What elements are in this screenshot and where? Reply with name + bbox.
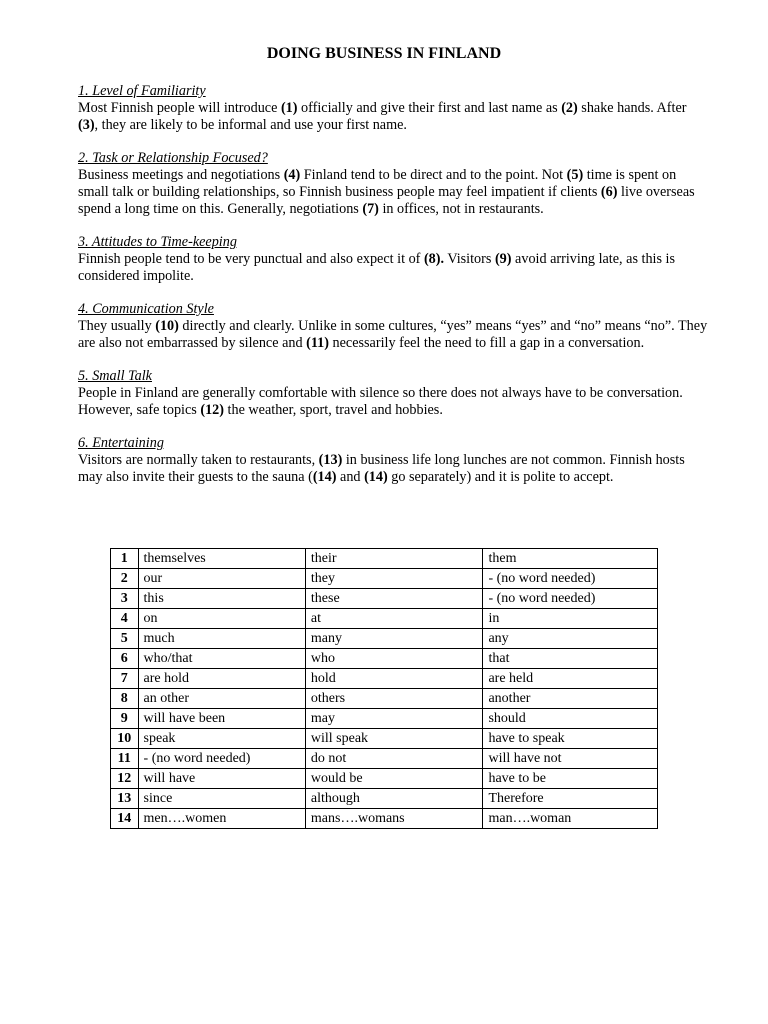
gap-number: (13) — [318, 452, 343, 468]
option-b-cell: although — [305, 789, 483, 809]
gap-number: (14) — [364, 469, 388, 485]
section-text — [78, 167, 708, 218]
text-run: Most Finnish people will introduce — [78, 100, 281, 116]
gap-number: (1) — [280, 100, 298, 116]
option-a-cell: themselves — [138, 549, 305, 569]
text-run: Finland tend to be direct and to the point. Not — [300, 167, 567, 183]
option-a-cell: will have — [138, 769, 305, 789]
table-row — [111, 609, 658, 629]
option-c-cell: have to be — [483, 769, 658, 789]
gap-number: (12) — [200, 402, 224, 418]
option-a-cell: - (no word needed) — [138, 749, 305, 769]
gap-number-cell: 11 — [111, 749, 139, 769]
option-a-cell: speak — [138, 729, 305, 749]
section-text — [78, 452, 708, 486]
option-b-cell: many — [305, 629, 483, 649]
option-c-cell: that — [483, 649, 658, 669]
section-heading: 2. Task or Relationship Focused? — [78, 150, 268, 166]
option-c-cell: are held — [483, 669, 658, 689]
gap-number: (11) — [306, 335, 329, 351]
table-row — [111, 649, 658, 669]
table-row — [111, 569, 658, 589]
section-heading: 1. Level of Familiarity — [78, 83, 206, 99]
gap-number-cell: 13 — [111, 789, 139, 809]
section-time-keeping — [78, 234, 708, 285]
gap-number-cell: 12 — [111, 769, 139, 789]
text-run: People in Finland are generally comfortable with silence so there does not always have to be conversation. However, safe topics — [78, 385, 683, 418]
text-run: in business life long lunches are not common. Finnish hosts may also invite their guests to the sauna ( — [78, 452, 685, 485]
gap-number: (4) — [283, 167, 301, 183]
option-b-cell: do not — [305, 749, 483, 769]
document-body — [78, 83, 708, 502]
gap-number-cell: 9 — [111, 709, 139, 729]
option-a-cell: this — [138, 589, 305, 609]
option-c-cell: - (no word needed) — [483, 589, 658, 609]
option-c-cell: in — [483, 609, 658, 629]
option-c-cell: - (no word needed) — [483, 569, 658, 589]
gap-number-cell: 2 — [111, 569, 139, 589]
text-run: directly and clearly. Unlike in some cultures, “yes” means “yes” and “no” means “no”. They are also not embarrassed by silence and — [78, 318, 708, 351]
text-run: They usually — [78, 318, 156, 334]
table-row — [111, 769, 658, 789]
option-c-cell: have to speak — [483, 729, 658, 749]
option-b-cell: they — [305, 569, 483, 589]
option-c-cell: should — [483, 709, 658, 729]
gap-number-cell: 3 — [111, 589, 139, 609]
section-familiarity — [78, 83, 708, 134]
table-row — [111, 669, 658, 689]
text-run: necessarily feel the need to fill a gap in a conversation. — [328, 335, 645, 351]
table-row — [111, 689, 658, 709]
section-text — [78, 385, 708, 419]
answer-choices-table — [110, 548, 658, 829]
table-row — [111, 729, 658, 749]
gap-number-cell: 1 — [111, 549, 139, 569]
document-title: DOING BUSINESS IN FINLAND — [266, 45, 502, 62]
option-c-cell: Therefore — [483, 789, 658, 809]
text-run: in offices, not in restaurants. — [378, 201, 544, 217]
gap-number: (14) — [312, 469, 337, 485]
text-run: shake hands. After — [577, 100, 687, 116]
option-b-cell: may — [305, 709, 483, 729]
table-row — [111, 709, 658, 729]
section-text — [78, 318, 708, 352]
option-a-cell: since — [138, 789, 305, 809]
gap-number: (3) — [78, 117, 95, 133]
table-row — [111, 789, 658, 809]
section-task-relationship — [78, 150, 708, 218]
gap-number: (8). — [423, 251, 445, 267]
gap-number: (5) — [566, 167, 584, 183]
text-run: , they are likely to be informal and use your first name. — [94, 117, 407, 133]
option-a-cell: men….women — [138, 809, 305, 829]
table-row — [111, 589, 658, 609]
table-row — [111, 809, 658, 829]
text-run: Business meetings and negotiations — [78, 167, 284, 183]
option-a-cell: on — [138, 609, 305, 629]
option-a-cell: who/that — [138, 649, 305, 669]
option-a-cell: are hold — [138, 669, 305, 689]
gap-number-cell: 7 — [111, 669, 139, 689]
option-b-cell: at — [305, 609, 483, 629]
section-heading: 6. Entertaining — [78, 435, 164, 451]
option-b-cell: their — [305, 549, 483, 569]
gap-number: (9) — [494, 251, 512, 267]
option-b-cell: these — [305, 589, 483, 609]
text-run: go separately) and it is polite to accept. — [387, 469, 614, 485]
option-b-cell: hold — [305, 669, 483, 689]
option-b-cell: would be — [305, 769, 483, 789]
section-communication-style — [78, 301, 708, 352]
text-run: time is spent on small talk or building relationships, so Finnish business people may feel impatient if clients — [78, 167, 677, 200]
section-entertaining — [78, 435, 708, 486]
option-c-cell: them — [483, 549, 658, 569]
text-run: live overseas spend a long time on this. Generally, negotiations — [78, 184, 695, 217]
option-a-cell: will have been — [138, 709, 305, 729]
option-a-cell: much — [138, 629, 305, 649]
option-c-cell: another — [483, 689, 658, 709]
option-c-cell: any — [483, 629, 658, 649]
gap-number: (2) — [561, 100, 578, 116]
section-heading: 3. Attitudes to Time-keeping — [78, 234, 237, 250]
gap-number-cell: 4 — [111, 609, 139, 629]
text-run: Visitors are normally taken to restaurants, — [78, 452, 319, 468]
table-row — [111, 629, 658, 649]
gap-number: (7) — [362, 201, 379, 217]
option-c-cell: will have not — [483, 749, 658, 769]
gap-number: (6) — [600, 184, 618, 200]
text-run: the weather, sport, travel and hobbies. — [224, 402, 443, 418]
option-a-cell: an other — [138, 689, 305, 709]
section-heading: 4. Communication Style — [78, 301, 214, 317]
gap-number-cell: 6 — [111, 649, 139, 669]
text-run: Finnish people tend to be very punctual and also expect it of — [78, 251, 424, 267]
gap-number: (10) — [155, 318, 179, 334]
option-b-cell: who — [305, 649, 483, 669]
option-b-cell: will speak — [305, 729, 483, 749]
table-row — [111, 549, 658, 569]
text-run: avoid arriving late, as this is considered impolite. — [78, 251, 676, 284]
section-text — [78, 100, 708, 134]
text-run: and — [336, 469, 365, 485]
option-c-cell: man….woman — [483, 809, 658, 829]
option-b-cell: others — [305, 689, 483, 709]
text-run: Visitors — [444, 251, 495, 267]
table-row — [111, 749, 658, 769]
section-small-talk — [78, 368, 708, 419]
gap-number-cell: 14 — [111, 809, 139, 829]
gap-number-cell: 8 — [111, 689, 139, 709]
option-b-cell: mans….womans — [305, 809, 483, 829]
option-a-cell: our — [138, 569, 305, 589]
section-text — [78, 251, 708, 285]
gap-number-cell: 10 — [111, 729, 139, 749]
section-heading: 5. Small Talk — [78, 368, 152, 384]
text-run: officially and give their first and last name as — [297, 100, 562, 116]
gap-number-cell: 5 — [111, 629, 139, 649]
